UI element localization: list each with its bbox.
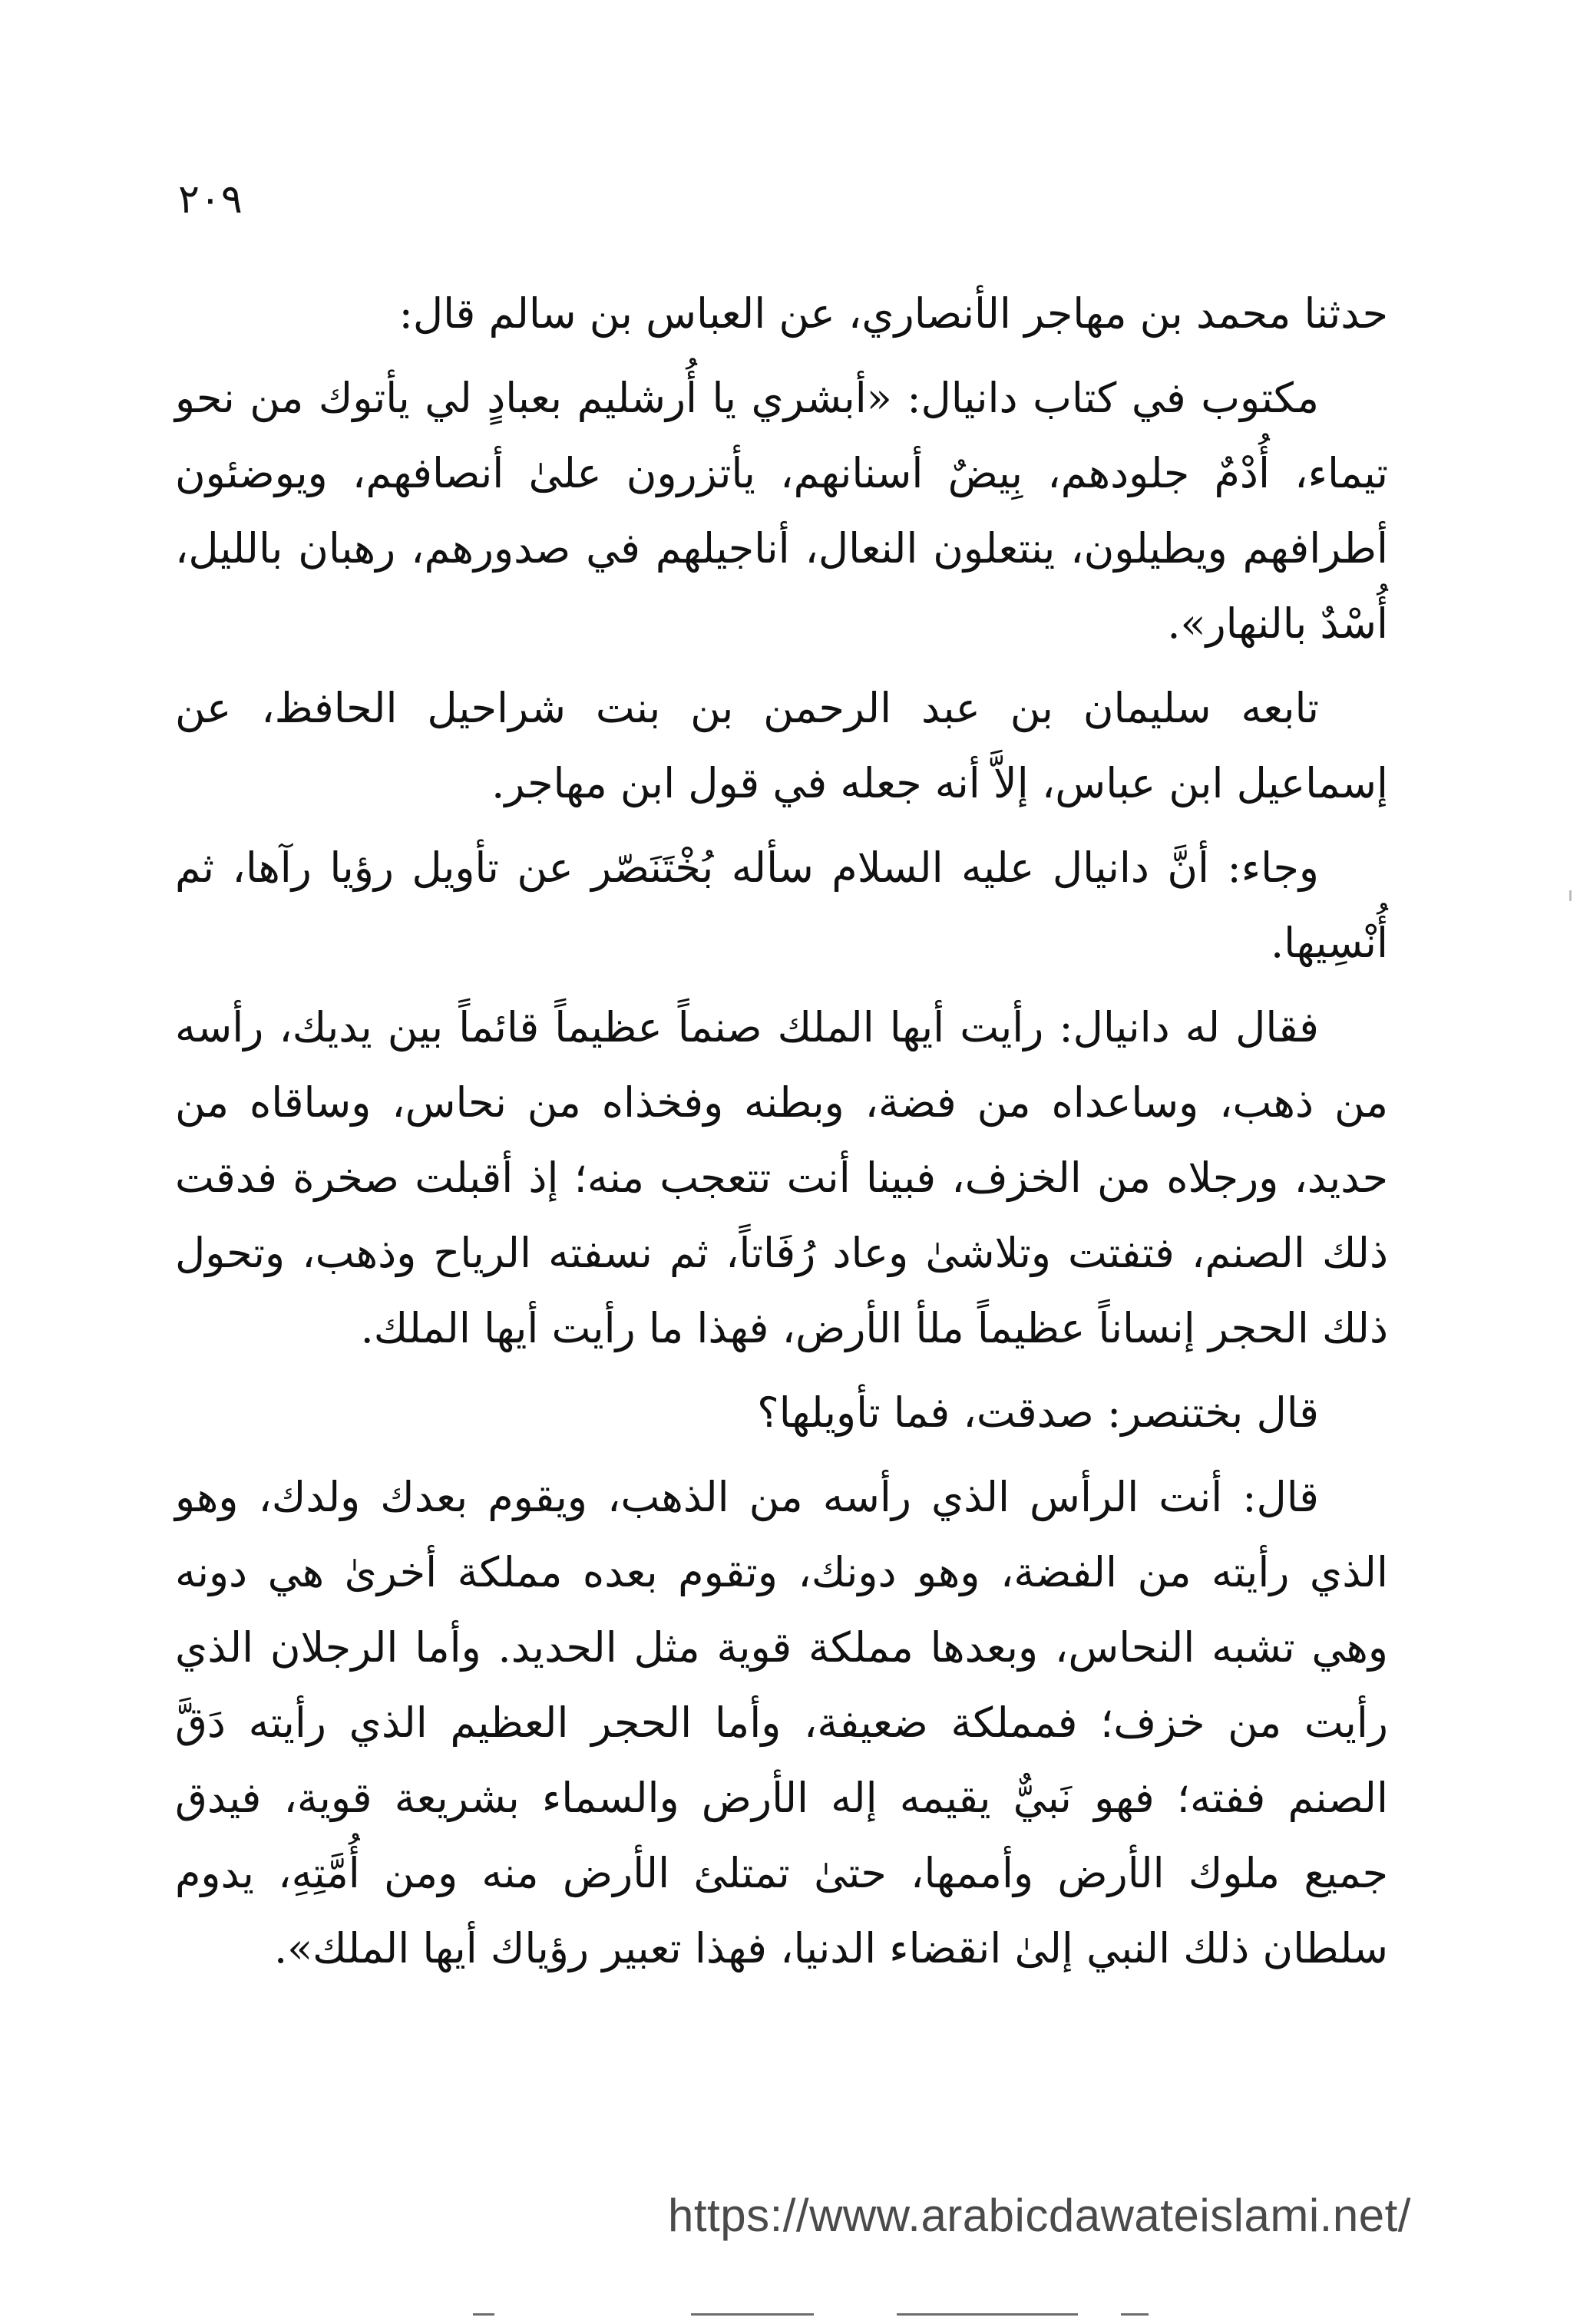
paragraph-chain-of-narration: حدثنا محمد بن مهاجر الأنصاري، عن العباس بن سالم قال: (398, 289, 1388, 338)
page-body (175, 276, 1388, 1996)
scan-bottom-rule (1121, 2313, 1149, 2316)
paragraph-dream-request: وجاء: أنَّ دانيال عليه السلام سأله بُخْتَنَصّر عن تأويل رؤيا رآها، ثم أُنْسِيها. (175, 843, 1388, 967)
scan-bottom-rule (473, 2313, 494, 2316)
paragraph-daniel-book-quote: مكتوب في كتاب دانيال: «أبشري يا أُرشليم بعبادٍ لي يأتوك من نحو تيماء، أُدْمٌ جلودهم، بِيضٌ أسنانهم، يأتزرون علىٰ أنصافهم، ويوضئون أطرافهم ويطيلون، ينتعلون النعال، أناجيلهم في صدورهم، رهبان بالليل، أُسْدٌ بالنهار». (175, 374, 1388, 648)
paragraph-king-reply: قال بختنصر: صدقت، فما تأويلها؟ (757, 1388, 1319, 1437)
paragraph-dream-interpretation: قال: أنت الرأس الذي رأسه من الذهب، ويقوم بعدك ولدك، وهو الذي رأيته من الفضة، وهو دونك، وتقوم بعده مملكة أخرىٰ هي دونه وهي تشبه النحاس، وبعدها مملكة قوية مثل الحديد. وأما الرجلان الذي رأيت من خزف؛ فمملكة ضعيفة، وأما الحجر العظيم الذي رأيته دَقَّ الصنم ففته؛ فهو نَبيٌّ يقيمه إله الأرض والسماء بشريعة قوية، فيدق جميع ملوك الأرض وأممها، حتىٰ تمتلئ الأرض منه ومن أُمَّتِهِ، يدوم سلطان ذلك النبي إلىٰ انقضاء الدنيا، فهذا تعبير رؤياك أيها الملك». (175, 1473, 1388, 1972)
page-number: ٢٠٩ (178, 177, 243, 223)
scan-edge-mark (1569, 890, 1572, 901)
paragraph-corroboration: تابعه سليمان بن عبد الرحمن بن بنت شراحيل الحافظ، عن إسماعيل ابن عباس، إلاَّ أنه جعله في قول ابن مهاجر. (175, 684, 1388, 807)
website-watermark: https://www.arabicdawateislami.net/ (668, 2190, 1411, 2241)
scan-bottom-rule (897, 2313, 1078, 2316)
paragraph-dream-description: فقال له دانيال: رأيت أيها الملك صنماً عظيماً قائماً بين يديك، رأسه من ذهب، وساعداه من فضة، وبطنه وفخذاه من نحاس، وساقاه من حديد، ورجلاه من الخزف، فبينا أنت تتعجب منه؛ إذ أقبلت صخرة فدقت ذلك الصنم، فتفتت وتلاشىٰ وعاد رُفَاتاً، ثم نسفته الرياح وذهب، وتحول ذلك الحجر إنساناً عظيماً ملأ الأرض، فهذا ما رأيت أيها الملك. (175, 1003, 1388, 1352)
scan-bottom-rule (691, 2313, 814, 2316)
